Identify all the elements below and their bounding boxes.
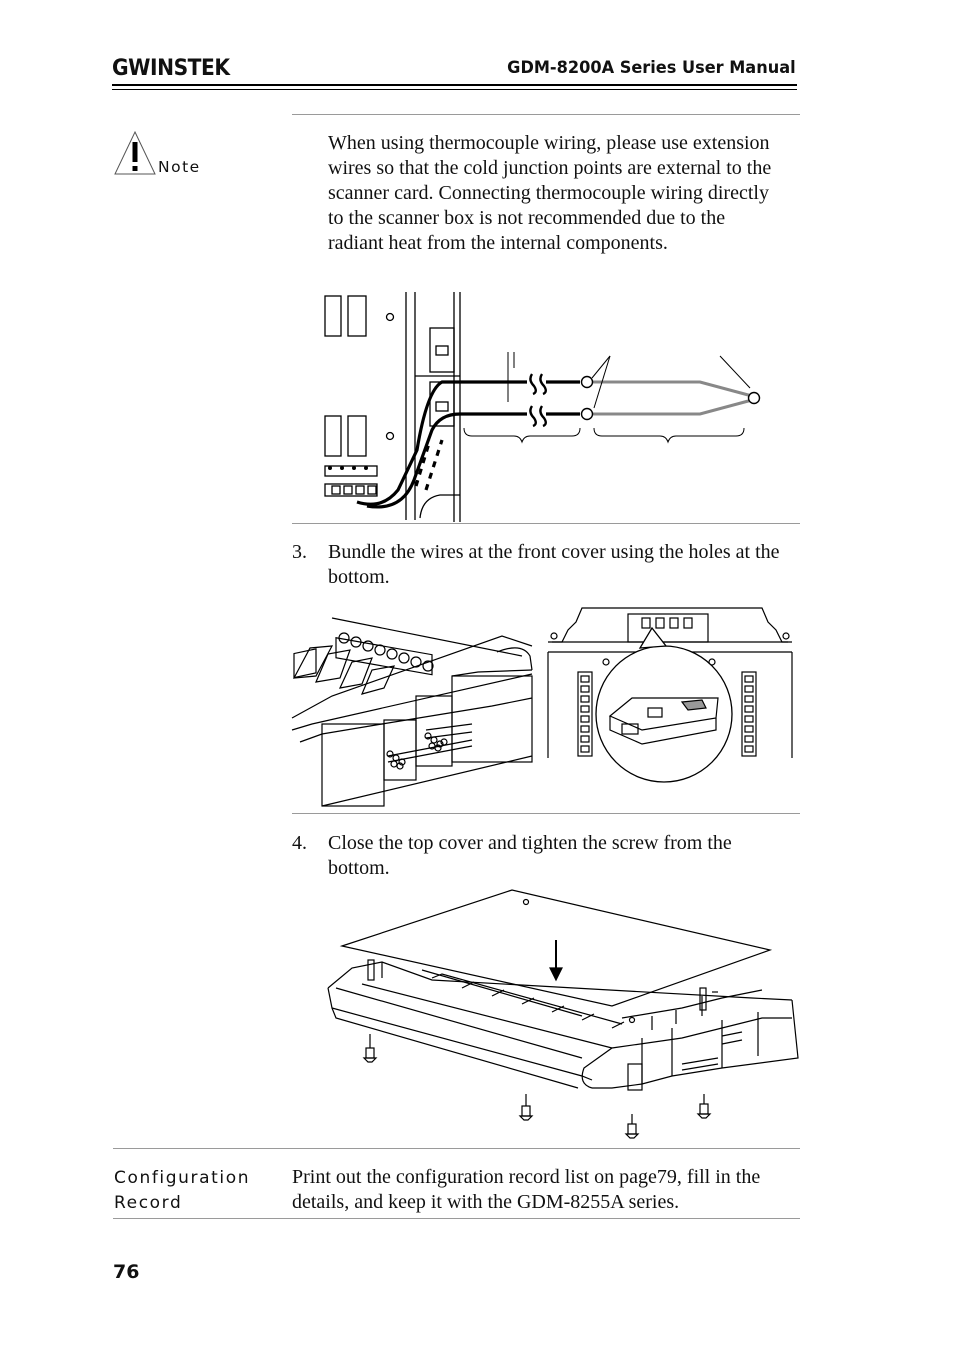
step-4-number: 4. — [292, 832, 307, 854]
wire-bundle-diagram — [292, 606, 800, 812]
step-4-text: Close the top cover and tighten the screw from the bottom. — [328, 832, 732, 879]
config-bottom-rule — [113, 1218, 800, 1219]
page-number: 76 — [113, 1261, 140, 1283]
gwinstek-logo: GWINSTEK — [112, 56, 230, 81]
thermocouple-wiring-diagram — [322, 290, 762, 522]
step-3-number: 3. — [292, 541, 307, 563]
warning-exclamation-icon — [113, 130, 157, 178]
note-bottom-rule — [292, 523, 800, 524]
close-top-cover-diagram — [322, 888, 802, 1146]
note-label: Note — [158, 158, 201, 176]
header-rule-thin — [112, 89, 797, 90]
config-label-line1: Configuration — [114, 1168, 251, 1188]
step-3-text: Bundle the wires at the front cover using the holes at the bottom. — [328, 541, 780, 588]
header-rule — [112, 84, 797, 86]
note-top-rule — [292, 114, 800, 115]
manual-title: GDM-8200A Series User Manual — [507, 58, 796, 78]
step-3-bottom-rule — [292, 813, 800, 814]
config-label-line2: Record — [114, 1193, 183, 1213]
config-text: Print out the configuration record list on page79, fill in the details, and keep it with the GDM-8255A series. — [292, 1166, 761, 1213]
note-text: When using thermocouple wiring, please use extension wires so that the cold junction points are external to the scanner card. Connecting thermocouple wiring directly to the scanner box is not recommended due to the radiant heat from the internal components. — [328, 132, 772, 254]
config-label — [114, 1166, 250, 1216]
config-top-rule — [113, 1148, 800, 1149]
